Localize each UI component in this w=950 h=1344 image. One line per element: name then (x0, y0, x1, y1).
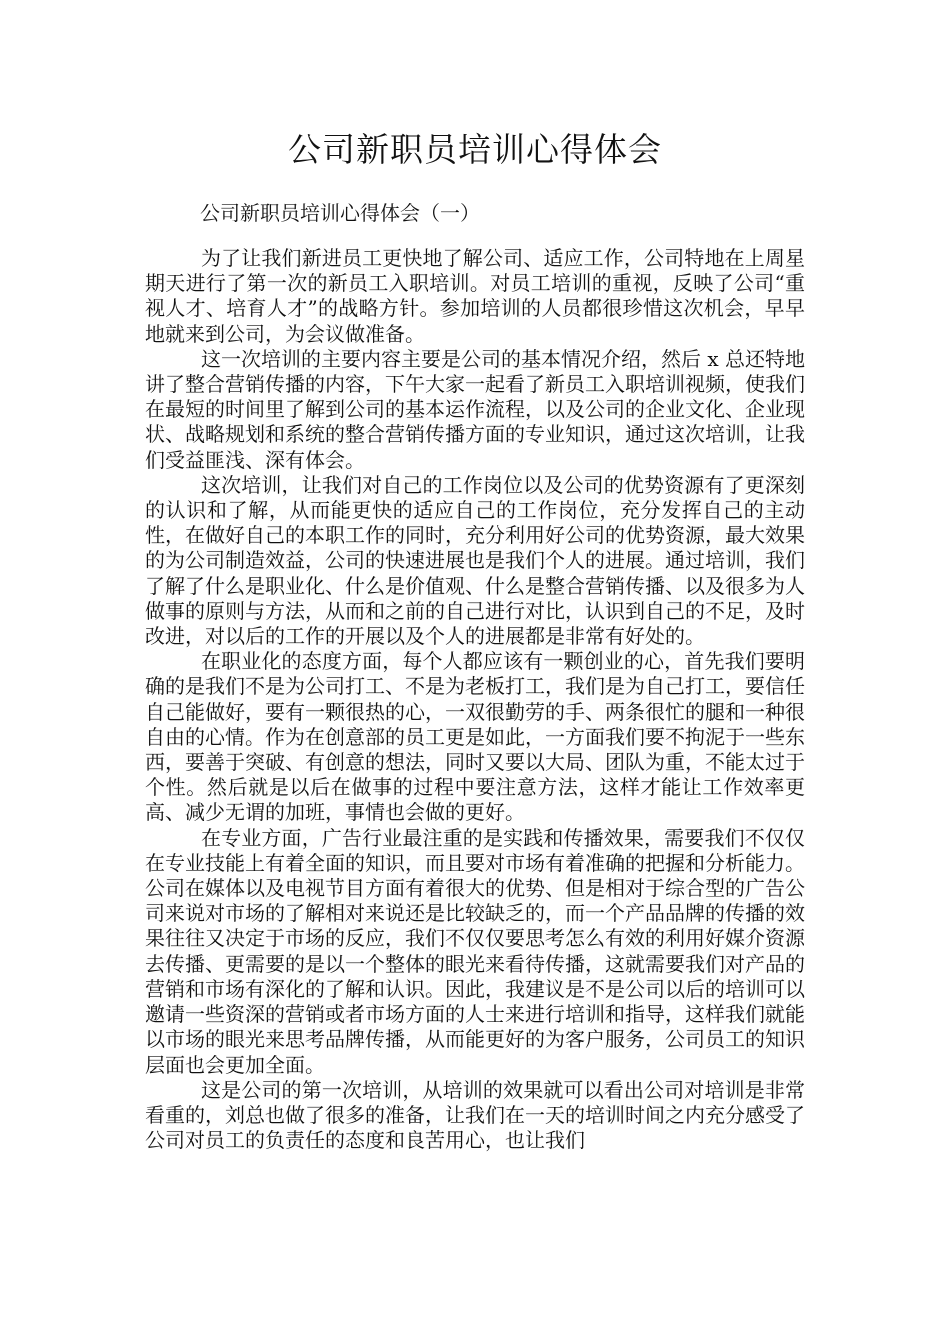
paragraph: 这是公司的第一次培训，从培训的效果就可以看出公司对培训是非常看重的，刘总也做了很多的准备，让我们在一天的培训时间之内充分感受了公司对员工的负责任的态度和良苦用心，也让我们 (145, 1077, 805, 1153)
paragraph: 在专业方面，广告行业最注重的是实践和传播效果，需要我们不仅仅在专业技能上有着全面的知识，而且要对市场有着准确的把握和分析能力。公司在媒体以及电视节目方面有着很大的优势、但是相对于综合型的广告公司来说对市场的了解相对来说还是比较缺乏的，而一个产品品牌的传播的效果往往又决定于市场的反应，我们不仅仅要思考怎么有效的利用好媒介资源去传播、更需要的是以一个整体的眼光来看待传播，这就需要我们对产品的营销和市场有深化的了解和认识。因此，我建议是不是公司以后的培训可以邀请一些资深的营销或者市场方面的人士来进行培训和指导，这样我们就能以市场的眼光来思考品牌传播，从而能更好的为客户服务，公司员工的知识层面也会更加全面。 (145, 825, 805, 1077)
paragraph: 这次培训，让我们对自己的工作岗位以及公司的优势资源有了更深刻的认识和了解，从而能更快的适应自己的工作岗位，充分发挥自己的主动性，在做好自己的本职工作的同时，充分利用好公司的优势资源，最大效果的为公司制造效益，公司的快速进展也是我们个人的进展。通过培训，我们了解了什么是职业化、什么是价值观、什么是整合营销传播、以及很多为人做事的原则与方法，从而和之前的自己进行对比，认识到自己的不足，及时改进，对以后的工作的开展以及个人的进展都是非常有好处的。 (145, 472, 805, 649)
document-body (145, 246, 805, 1153)
paragraph: 为了让我们新进员工更快地了解公司、适应工作，公司特地在上周星期天进行了第一次的新员工入职培训。对员工培训的重视，反映了公司“重视人才、培育人才”的战略方针。参加培训的人员都很珍惜这次机会，早早地就来到公司，为会议做准备。 (145, 246, 805, 346)
paragraph: 这一次培训的主要内容主要是公司的基本情况介绍，然后 x 总还特地讲了整合营销传播的内容，下午大家一起看了新员工入职培训视频，使我们在最短的时间里了解到公司的基本运作流程，以及公司的企业文化、企业现状、战略规划和系统的整合营销传播方面的专业知识，通过这次培训，让我们受益匪浅、深有体会。 (145, 346, 805, 472)
paragraph: 在职业化的态度方面，每个人都应该有一颗创业的心，首先我们要明确的是我们不是为公司打工、不是为老板打工，我们是为自己打工，要信任自己能做好，要有一颗很热的心，一双很勤劳的手、两条很忙的腿和一种很自由的心情。作为在创意部的员工更是如此，一方面我们要不拘泥于一些东西，要善于突破、有创意的想法，同时又要以大局、团队为重，不能太过于个性。然后就是以后在做事的过程中要注意方法，这样才能让工作效率更高、减少无谓的加班，事情也会做的更好。 (145, 649, 805, 825)
document-title: 公司新职员培训心得体会 (288, 130, 662, 169)
document-subtitle: 公司新职员培训心得体会（一） (200, 201, 480, 225)
